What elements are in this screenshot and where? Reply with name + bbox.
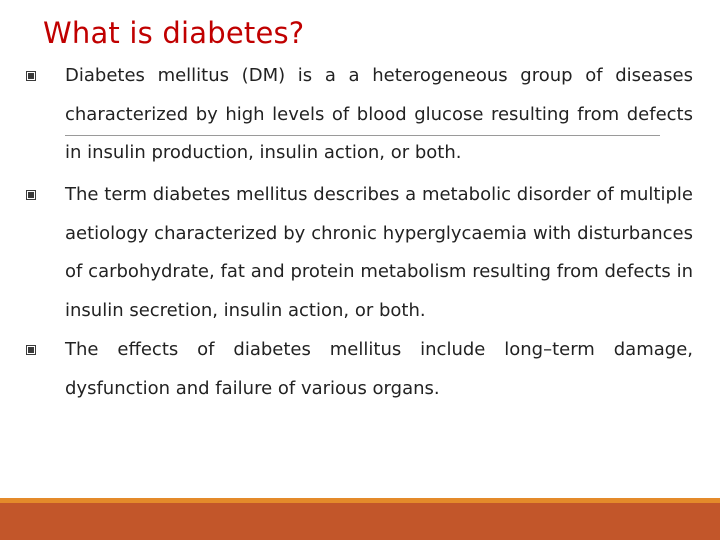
square-bullet-icon bbox=[26, 71, 36, 81]
footer-bar bbox=[0, 503, 720, 540]
square-bullet-icon bbox=[26, 345, 36, 355]
bullet-text: Diabetes mellitus (DM) is a a heterogeneous group of diseases characterized by high levels of blood glucose resulting from defects in insulin production, insulin action, or both. bbox=[65, 65, 693, 163]
divider bbox=[65, 135, 660, 136]
slide-title: What is diabetes? bbox=[43, 16, 305, 50]
bullet-text: The term diabetes mellitus describes a metabolic disorder of multiple aetiology characterized by chronic hyperglycaemia with disturbances of carbohydrate, fat and protein metabolism resulting from defects in insulin secretion, insulin action, or both. bbox=[65, 184, 693, 321]
square-bullet-icon bbox=[26, 190, 36, 200]
bullet-text: The effects of diabetes mellitus include long–term damage, dysfunction and failure of various organs. bbox=[65, 339, 693, 399]
